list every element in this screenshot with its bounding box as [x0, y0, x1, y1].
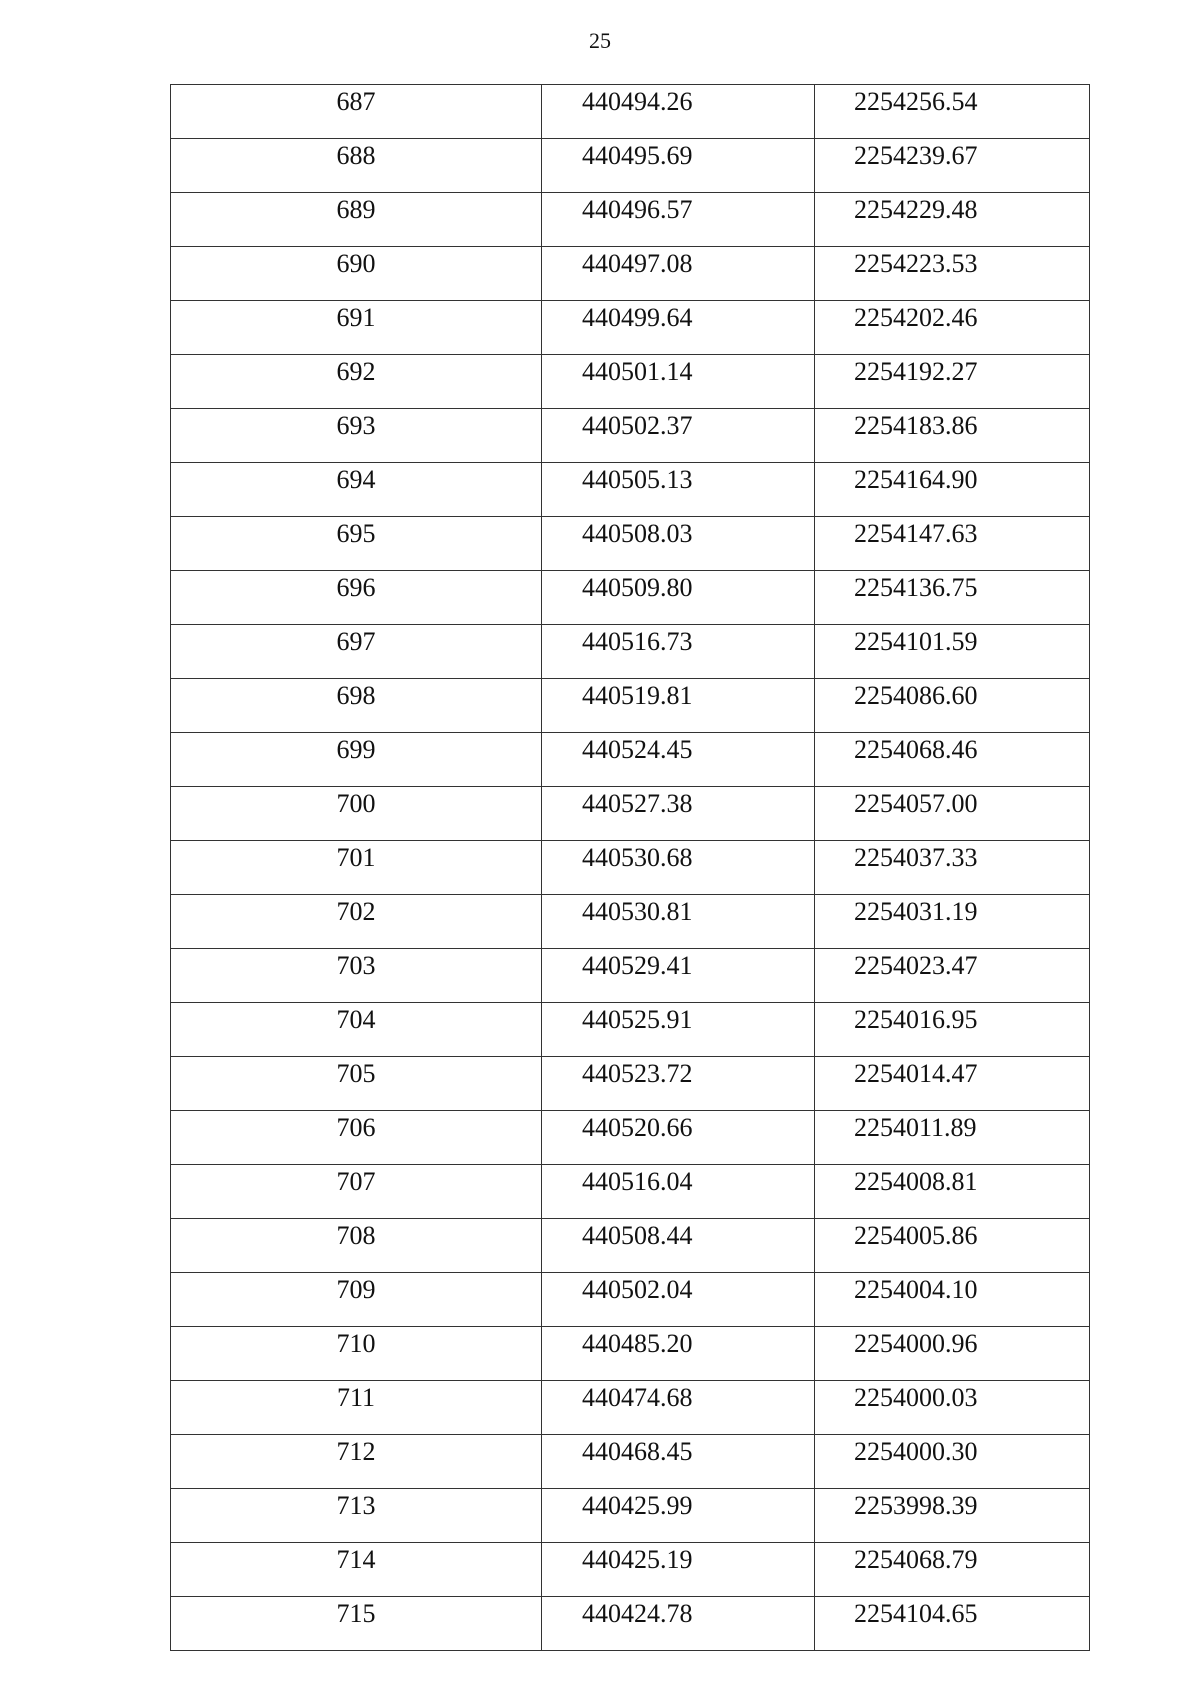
y-coordinate-cell — [815, 787, 1090, 841]
point-number-cell-text: 709 — [336, 1275, 376, 1304]
y-coordinate-cell — [815, 1111, 1090, 1165]
y-coordinate-cell — [815, 841, 1090, 895]
point-number-cell-text: 706 — [336, 1113, 376, 1142]
table-row — [171, 517, 1090, 571]
point-number-cell-text: 698 — [336, 681, 376, 710]
x-coordinate-cell — [542, 1435, 815, 1489]
y-coordinate-cell — [815, 85, 1090, 139]
y-coordinate-cell-text: 2254057.00 — [854, 789, 978, 818]
x-coordinate-cell-text: 440497.08 — [582, 249, 693, 278]
table-row — [171, 1003, 1090, 1057]
table-row — [171, 1111, 1090, 1165]
x-coordinate-cell — [542, 517, 815, 571]
y-coordinate-cell — [815, 1165, 1090, 1219]
x-coordinate-cell-text: 440530.81 — [582, 897, 693, 926]
y-coordinate-cell — [815, 1327, 1090, 1381]
x-coordinate-cell-text: 440524.45 — [582, 735, 693, 764]
point-number-cell-text: 714 — [336, 1545, 376, 1574]
table-row — [171, 463, 1090, 517]
y-coordinate-cell-text: 2254164.90 — [854, 465, 978, 494]
page-number: 25 — [589, 28, 611, 53]
y-coordinate-cell-text: 2254068.79 — [854, 1545, 978, 1574]
point-number-cell-text: 690 — [336, 249, 376, 278]
y-coordinate-cell — [815, 463, 1090, 517]
x-coordinate-cell-text: 440520.66 — [582, 1113, 693, 1142]
point-number-cell-text: 692 — [336, 357, 376, 386]
y-coordinate-cell — [815, 949, 1090, 1003]
point-number-cell-text: 710 — [336, 1329, 376, 1358]
table-row — [171, 1057, 1090, 1111]
point-number-cell-text: 687 — [336, 87, 376, 116]
point-number-cell — [171, 247, 542, 301]
x-coordinate-cell — [542, 247, 815, 301]
y-coordinate-cell-text: 2254011.89 — [854, 1113, 977, 1142]
point-number-cell — [171, 1057, 542, 1111]
point-number-cell — [171, 733, 542, 787]
x-coordinate-cell-text: 440496.57 — [582, 195, 693, 224]
point-number-cell-text: 688 — [336, 141, 376, 170]
table-row — [171, 1327, 1090, 1381]
y-coordinate-cell — [815, 733, 1090, 787]
point-number-cell — [171, 625, 542, 679]
y-coordinate-cell — [815, 625, 1090, 679]
point-number-cell — [171, 787, 542, 841]
x-coordinate-cell-text: 440499.64 — [582, 303, 693, 332]
x-coordinate-cell-text: 440501.14 — [582, 357, 693, 386]
y-coordinate-cell — [815, 247, 1090, 301]
x-coordinate-cell — [542, 733, 815, 787]
point-number-cell — [171, 355, 542, 409]
y-coordinate-cell-text: 2254223.53 — [854, 249, 978, 278]
point-number-cell-text: 712 — [336, 1437, 376, 1466]
x-coordinate-cell-text: 440516.73 — [582, 627, 693, 656]
table-row — [171, 841, 1090, 895]
table-row — [171, 1435, 1090, 1489]
y-coordinate-cell-text: 2253998.39 — [854, 1491, 978, 1520]
point-number-cell — [171, 1003, 542, 1057]
point-number-cell — [171, 463, 542, 517]
x-coordinate-cell-text: 440485.20 — [582, 1329, 693, 1358]
point-number-cell — [171, 193, 542, 247]
x-coordinate-cell — [542, 1219, 815, 1273]
y-coordinate-cell — [815, 355, 1090, 409]
y-coordinate-cell — [815, 679, 1090, 733]
x-coordinate-cell — [542, 1165, 815, 1219]
x-coordinate-cell — [542, 301, 815, 355]
point-number-cell-text: 696 — [336, 573, 376, 602]
point-number-cell — [171, 571, 542, 625]
coordinate-table — [170, 84, 1090, 1651]
point-number-cell — [171, 1219, 542, 1273]
x-coordinate-cell-text: 440424.78 — [582, 1599, 693, 1628]
x-coordinate-cell — [542, 1327, 815, 1381]
y-coordinate-cell-text: 2254192.27 — [854, 357, 978, 386]
y-coordinate-cell — [815, 409, 1090, 463]
point-number-cell — [171, 1273, 542, 1327]
point-number-cell — [171, 1381, 542, 1435]
point-number-cell-text: 711 — [336, 1383, 376, 1412]
point-number-cell-text: 699 — [336, 735, 376, 764]
x-coordinate-cell — [542, 895, 815, 949]
y-coordinate-cell-text: 2254014.47 — [854, 1059, 978, 1088]
point-number-cell — [171, 895, 542, 949]
y-coordinate-cell — [815, 1057, 1090, 1111]
point-number-cell-text: 715 — [336, 1599, 376, 1628]
y-coordinate-cell-text: 2254068.46 — [854, 735, 978, 764]
point-number-cell — [171, 301, 542, 355]
point-number-cell — [171, 841, 542, 895]
y-coordinate-cell — [815, 1489, 1090, 1543]
x-coordinate-cell — [542, 1057, 815, 1111]
x-coordinate-cell — [542, 571, 815, 625]
x-coordinate-cell — [542, 949, 815, 1003]
x-coordinate-cell — [542, 1273, 815, 1327]
y-coordinate-cell-text: 2254016.95 — [854, 1005, 978, 1034]
point-number-cell — [171, 1435, 542, 1489]
x-coordinate-cell — [542, 1381, 815, 1435]
x-coordinate-cell — [542, 85, 815, 139]
point-number-cell-text: 705 — [336, 1059, 376, 1088]
point-number-cell — [171, 1489, 542, 1543]
x-coordinate-cell-text: 440495.69 — [582, 141, 693, 170]
x-coordinate-cell-text: 440508.03 — [582, 519, 693, 548]
x-coordinate-cell — [542, 1597, 815, 1651]
point-number-cell — [171, 85, 542, 139]
coordinate-table-body — [171, 85, 1090, 1651]
y-coordinate-cell — [815, 1543, 1090, 1597]
table-row — [171, 949, 1090, 1003]
x-coordinate-cell-text: 440509.80 — [582, 573, 693, 602]
point-number-cell-text: 701 — [336, 843, 376, 872]
point-number-cell — [171, 949, 542, 1003]
y-coordinate-cell-text: 2254008.81 — [854, 1167, 978, 1196]
point-number-cell-text: 713 — [336, 1491, 376, 1520]
y-coordinate-cell — [815, 517, 1090, 571]
point-number-cell-text: 700 — [336, 789, 376, 818]
y-coordinate-cell — [815, 139, 1090, 193]
table-row — [171, 247, 1090, 301]
y-coordinate-cell-text: 2254104.65 — [854, 1599, 978, 1628]
point-number-cell-text: 703 — [336, 951, 376, 980]
x-coordinate-cell-text: 440525.91 — [582, 1005, 693, 1034]
point-number-cell-text: 691 — [336, 303, 376, 332]
y-coordinate-cell-text: 2254183.86 — [854, 411, 978, 440]
y-coordinate-cell — [815, 1273, 1090, 1327]
table-row — [171, 787, 1090, 841]
point-number-cell-text: 697 — [336, 627, 376, 656]
table-row — [171, 301, 1090, 355]
x-coordinate-cell — [542, 1003, 815, 1057]
x-coordinate-cell — [542, 409, 815, 463]
x-coordinate-cell — [542, 1111, 815, 1165]
table-row — [171, 193, 1090, 247]
table-row — [171, 139, 1090, 193]
x-coordinate-cell — [542, 1543, 815, 1597]
point-number-cell-text: 708 — [336, 1221, 376, 1250]
x-coordinate-cell-text: 440516.04 — [582, 1167, 693, 1196]
point-number-cell — [171, 679, 542, 733]
table-row — [171, 895, 1090, 949]
y-coordinate-cell — [815, 1435, 1090, 1489]
x-coordinate-cell-text: 440502.37 — [582, 411, 693, 440]
y-coordinate-cell-text: 2254147.63 — [854, 519, 978, 548]
x-coordinate-cell-text: 440505.13 — [582, 465, 693, 494]
y-coordinate-cell — [815, 301, 1090, 355]
table-row — [171, 1597, 1090, 1651]
y-coordinate-cell-text: 2254239.67 — [854, 141, 978, 170]
y-coordinate-cell-text: 2254037.33 — [854, 843, 978, 872]
x-coordinate-cell-text: 440502.04 — [582, 1275, 693, 1304]
x-coordinate-cell-text: 440425.19 — [582, 1545, 693, 1574]
x-coordinate-cell-text: 440508.44 — [582, 1221, 693, 1250]
y-coordinate-cell — [815, 1381, 1090, 1435]
x-coordinate-cell-text: 440519.81 — [582, 681, 693, 710]
x-coordinate-cell — [542, 841, 815, 895]
point-number-cell — [171, 1111, 542, 1165]
y-coordinate-cell — [815, 895, 1090, 949]
x-coordinate-cell — [542, 355, 815, 409]
table-row — [171, 1489, 1090, 1543]
x-coordinate-cell-text: 440468.45 — [582, 1437, 693, 1466]
y-coordinate-cell-text: 2254101.59 — [854, 627, 978, 656]
point-number-cell-text: 695 — [336, 519, 376, 548]
x-coordinate-cell-text: 440530.68 — [582, 843, 693, 872]
y-coordinate-cell — [815, 1597, 1090, 1651]
y-coordinate-cell-text: 2254229.48 — [854, 195, 978, 224]
x-coordinate-cell-text: 440494.26 — [582, 87, 693, 116]
x-coordinate-cell — [542, 625, 815, 679]
point-number-cell-text: 702 — [336, 897, 376, 926]
x-coordinate-cell — [542, 1489, 815, 1543]
x-coordinate-cell-text: 440474.68 — [582, 1383, 693, 1412]
x-coordinate-cell-text: 440529.41 — [582, 951, 693, 980]
point-number-cell — [171, 1327, 542, 1381]
y-coordinate-cell-text: 2254256.54 — [854, 87, 978, 116]
point-number-cell — [171, 1597, 542, 1651]
x-coordinate-cell-text: 440523.72 — [582, 1059, 693, 1088]
y-coordinate-cell — [815, 571, 1090, 625]
point-number-cell — [171, 139, 542, 193]
y-coordinate-cell-text: 2254000.03 — [854, 1383, 978, 1412]
y-coordinate-cell-text: 2254086.60 — [854, 681, 978, 710]
table-row — [171, 1273, 1090, 1327]
y-coordinate-cell-text: 2254000.30 — [854, 1437, 978, 1466]
y-coordinate-cell — [815, 193, 1090, 247]
table-row — [171, 1381, 1090, 1435]
table-row — [171, 1165, 1090, 1219]
point-number-cell-text: 707 — [336, 1167, 376, 1196]
y-coordinate-cell-text: 2254202.46 — [854, 303, 978, 332]
y-coordinate-cell-text: 2254005.86 — [854, 1221, 978, 1250]
table-row — [171, 1219, 1090, 1273]
x-coordinate-cell-text: 440527.38 — [582, 789, 693, 818]
point-number-cell-text: 689 — [336, 195, 376, 224]
point-number-cell-text: 693 — [336, 411, 376, 440]
point-number-cell-text: 704 — [336, 1005, 376, 1034]
table-row — [171, 85, 1090, 139]
y-coordinate-cell-text: 2254136.75 — [854, 573, 978, 602]
point-number-cell — [171, 517, 542, 571]
point-number-cell — [171, 1543, 542, 1597]
table-row — [171, 679, 1090, 733]
x-coordinate-cell — [542, 679, 815, 733]
y-coordinate-cell-text: 2254031.19 — [854, 897, 978, 926]
table-row — [171, 733, 1090, 787]
table-row — [171, 1543, 1090, 1597]
y-coordinate-cell-text: 2254004.10 — [854, 1275, 978, 1304]
x-coordinate-cell — [542, 193, 815, 247]
y-coordinate-cell — [815, 1219, 1090, 1273]
table-row — [171, 625, 1090, 679]
table-row — [171, 571, 1090, 625]
x-coordinate-cell — [542, 139, 815, 193]
table-row — [171, 355, 1090, 409]
y-coordinate-cell-text: 2254023.47 — [854, 951, 978, 980]
point-number-cell-text: 694 — [336, 465, 376, 494]
x-coordinate-cell — [542, 787, 815, 841]
x-coordinate-cell-text: 440425.99 — [582, 1491, 693, 1520]
point-number-cell — [171, 1165, 542, 1219]
table-row — [171, 409, 1090, 463]
x-coordinate-cell — [542, 463, 815, 517]
y-coordinate-cell-text: 2254000.96 — [854, 1329, 978, 1358]
point-number-cell — [171, 409, 542, 463]
y-coordinate-cell — [815, 1003, 1090, 1057]
